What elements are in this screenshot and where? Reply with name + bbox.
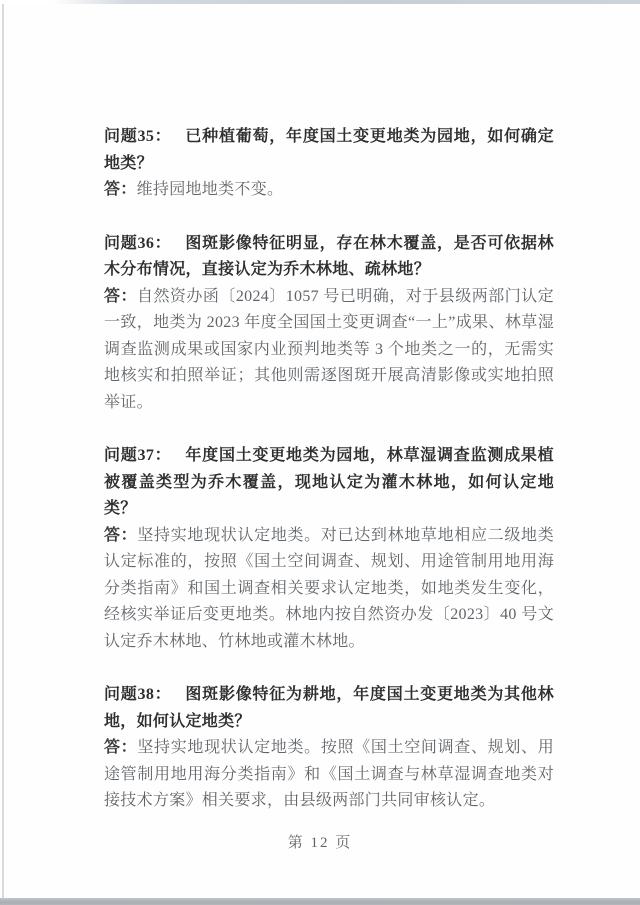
qa-block-35 [104,124,554,204]
question-text: 图斑影像特征为耕地，年度国土变更地类为其他林地，如何认定地类？ [104,686,554,730]
question-number: 问题37： [104,447,172,464]
answer-text: 坚持实地现状认定地类。对已达到林地草地相应二级地类认定标准的，按照《国土空间调查、规划、用途管制用地用海分类指南》和国土调查相关要求认定地类，如地类发生变化，经核实举证后变更地类。林地内按自然资办发〔2023〕40 号文认定乔木林地、竹林地或灌木林地。 [104,526,554,650]
answer-label: 答： [104,526,138,544]
question-number: 问题38： [104,686,172,703]
document-body [104,124,554,842]
answer-38 [104,735,554,815]
answer-35 [104,177,554,204]
scan-top-edge [0,0,640,4]
question-text: 已种植葡萄，年度国土变更地类为园地，如何确定地类？ [104,128,554,172]
question-number: 问题36： [104,234,172,252]
answer-text: 自然资办函〔2024〕1057 号已明确，对于县级两部门认定一致，地类为 2023 年度全国国土变更调查“一上”成果、林草湿调查监测成果或国家内业预判地类等 3 个地类之一的，无需实地核实和拍照举证；其他则需逐图斑开展高清影像或实地拍照举证。 [104,287,554,411]
answer-text: 维持园地地类不变。 [136,181,284,198]
answer-text: 坚持实地现状认定地类。按照《国土空间调查、规划、用途管制用地用海分类指南》和《国土调查与林草湿调查地类对接技术方案》相关要求，由县级两部门共同审核认定。 [104,739,554,809]
question-text: 图斑影像特征明显，存在林木覆盖，是否可依据林木分布情况，直接认定为乔木林地、疏林地？ [104,234,554,278]
qa-block-38 [104,682,554,815]
question-36 [104,231,554,284]
qa-block-37 [104,443,554,655]
scan-bottom-edge [0,898,640,905]
question-text: 年度国土变更地类为园地，林草湿调查监测成果植被覆盖类型为乔木覆盖，现地认定为灌木林地，如何认定地类？ [104,447,554,517]
question-35 [104,124,554,177]
question-37 [104,443,554,523]
scan-left-edge [2,4,4,898]
page-number: 第 12 页 [287,835,353,851]
question-number: 问题35： [104,128,172,145]
answer-label: 答： [104,739,138,756]
answer-36 [104,284,554,417]
qa-block-36 [104,231,554,417]
answer-label: 答： [104,287,137,305]
answer-37 [104,523,554,656]
question-38 [104,682,554,735]
answer-label: 答： [104,181,137,198]
